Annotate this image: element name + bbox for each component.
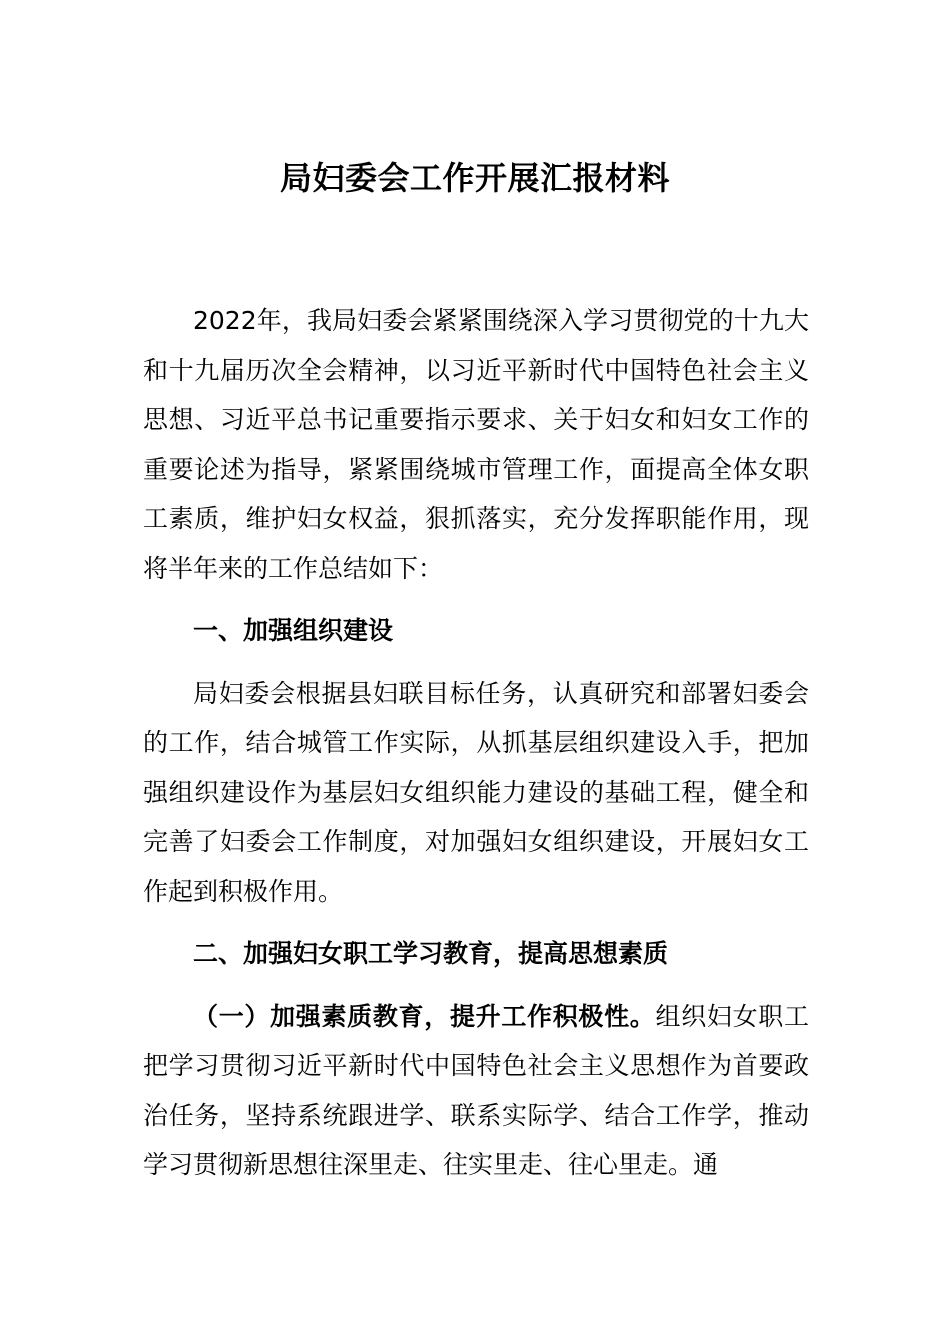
document-body xyxy=(143,296,809,1190)
subsection-1-lead: （一）加强素质教育，提升工作积极性。 xyxy=(193,1001,656,1031)
spacer xyxy=(143,593,809,606)
section-heading-1: 一、加强组织建设 xyxy=(193,616,394,645)
section-heading-2: 二、加强妇女职工学习教育，提高思想素质 xyxy=(193,939,669,968)
subsection-1-body: 组织妇女职工把学习贯彻习近平新时代中国特色社会主义思想作为首要政治任务，坚持系统跟进学、联系实际学、结合工作学，推动学习贯彻新思想往深里走、往实里走、往心里走。通 xyxy=(143,1001,809,1179)
subsection-1-paragraph xyxy=(143,992,809,1190)
section-1-paragraph: 局妇委会根据县妇联目标任务，认真研究和部署妇委会的工作，结合城管工作实际，从抓基层组织建设入手，把加强组织建设作为基层妇女组织能力建设的基础工程，健全和完善了妇委会工作制度，对加强妇女组织建设，开展妇女工作起到积极作用。 xyxy=(143,678,809,906)
document-title: 局妇委会工作开展汇报材料 xyxy=(279,159,670,197)
spacer xyxy=(143,656,809,669)
spacer xyxy=(143,916,809,929)
intro-paragraph: 2022年，我局妇委会紧紧围绕深入学习贯彻党的十九大和十九届历次全会精神，以习近平新时代中国特色社会主义思想、习近平总书记重要指示要求、关于妇女和妇女工作的重要论述为指导，紧紧围绕城市管理工作，面提高全体女职工素质，维护妇女权益，狠抓落实，充分发挥职能作用，现将半年来的工作总结如下： xyxy=(143,306,809,583)
spacer xyxy=(143,979,809,992)
